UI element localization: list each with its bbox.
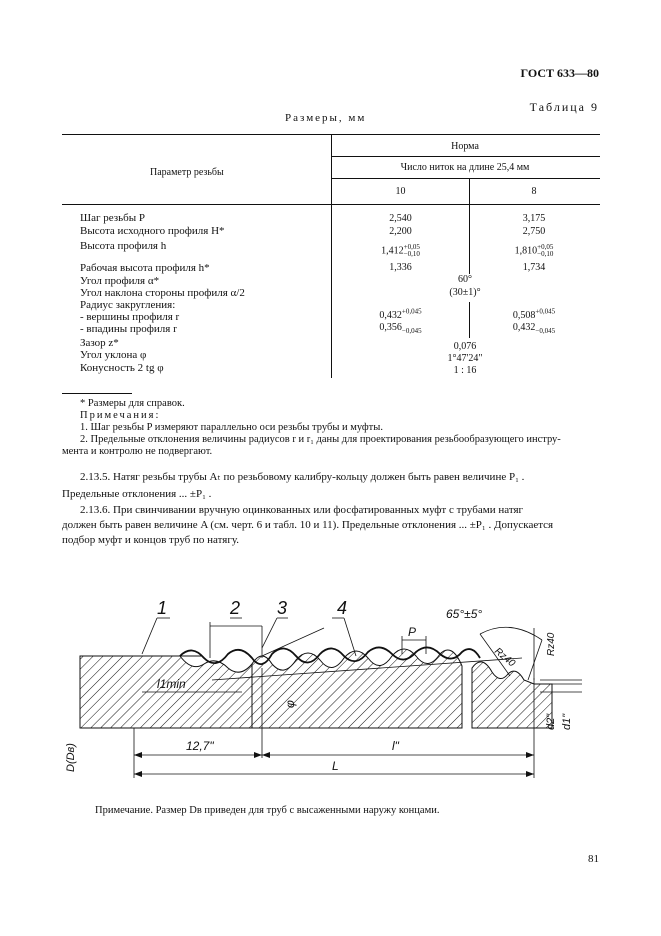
- cell-value: 1°47'24": [447, 353, 483, 364]
- row-label: Зазор z*: [80, 337, 119, 349]
- phi-label: φ: [283, 700, 297, 708]
- note-1: 1. Шаг резьбы P измеряют параллельно оси резьбы трубы и муфты.: [80, 422, 383, 433]
- row-label: Рабочая высота профиля h*: [80, 262, 210, 274]
- callout-3: 3: [277, 598, 288, 618]
- paragraph-2-13-6-cont: должен быть равен величине A (см. черт. 6 и табл. 10 и 11). Предельные отклонения ... ±P₁ . Допускается: [62, 519, 554, 531]
- cell-value: $0,432_{-0,045}$: [512, 322, 556, 335]
- cell-value: 60°: [458, 274, 472, 285]
- row-label: - вершины профиля r: [80, 311, 180, 323]
- row-label: Высота профиля h: [80, 240, 167, 252]
- cell-value: 1,336: [389, 262, 412, 273]
- cell-value: 0,076: [453, 341, 477, 352]
- threads-rule: [332, 178, 600, 179]
- dim-L-label: L: [332, 759, 339, 773]
- cell-value: $0,508^{+0,045}$: [512, 307, 556, 321]
- cell-value: $0,432^{+0,045}$: [379, 307, 422, 321]
- dim-127-label: 12,7": [186, 739, 214, 753]
- paragraph-2-13-6: 2.13.6. При свинчивании вручную оцинкованных или фосфатированных муфт с трубами натяг: [80, 504, 524, 516]
- row-label: Шаг резьбы P: [80, 212, 145, 224]
- cell-value: 1 : 16: [453, 365, 477, 376]
- roughness-label-1: Rz40: [492, 645, 518, 670]
- thread-drawing: [62, 588, 602, 793]
- paragraph-2-13-5: 2.13.5. Натяг резьбы трубы Aₜ по резьбовому калибру-кольцу должен быть равен величине P₁ .: [80, 471, 525, 483]
- notes-title: Примечания:: [80, 410, 161, 421]
- cell-value: $0,356_{-0,045}$: [379, 322, 422, 335]
- row-label: Конусность 2 tg φ: [80, 362, 164, 374]
- threads-header: Число ниток на длине 25,4 мм: [400, 162, 530, 173]
- row-label: Угол уклона φ: [80, 349, 147, 361]
- cell-value: 1,412+0,05 −0,10: [381, 243, 420, 258]
- row-label: Радиус закругления:: [80, 299, 176, 311]
- figure-note: Примечание. Размер Dв приведен для труб с высаженными наружу концами.: [95, 805, 440, 816]
- note-2: 2. Предельные отклонения величины радиусов r и r₁ даны для проектирования резьбообразующего инстру-: [80, 434, 561, 445]
- cell-value: 2,200: [389, 226, 412, 237]
- angle-label: 65°±5°: [446, 607, 483, 621]
- row-label: Угол профиля α*: [80, 275, 160, 287]
- page-number: 81: [588, 853, 599, 865]
- footnote-rule: [62, 393, 132, 394]
- paragraph-2-13-6-cont2: подбор муфт и концов труб по натягу.: [62, 534, 240, 546]
- cell-value: 3,175: [522, 213, 546, 224]
- norm-rule: [332, 156, 600, 157]
- pitch-label: P: [408, 625, 417, 639]
- row-label: Угол наклона стороны профиля α/2: [80, 287, 245, 299]
- diameter-label: D(Dв): [65, 743, 77, 772]
- callout-2: 2: [230, 598, 241, 618]
- footnote: * Размеры для справок.: [80, 398, 185, 409]
- col-10-header: 10: [395, 186, 406, 197]
- l1-label: l1min: [157, 677, 186, 691]
- row-label: - впадины профиля r: [80, 323, 177, 335]
- note-2-cont: мента и контролю не подвергают.: [62, 446, 213, 457]
- coupling-body: [472, 662, 552, 728]
- roughness-label-2: Rz40: [546, 632, 557, 656]
- cell-value: 2,750: [522, 226, 546, 237]
- d2-label: d2": [545, 713, 557, 730]
- cell-value: 1,810+0,05 −0,10: [514, 243, 554, 258]
- standard-header: ГОСТ 633—80: [520, 66, 599, 80]
- norm-header: Норма: [451, 141, 479, 152]
- table-label: Таблица 9: [529, 100, 599, 114]
- cell-value: 2,540: [389, 213, 412, 224]
- col-8-header: 8: [531, 186, 537, 197]
- cell-value: 1,734: [522, 262, 546, 273]
- callout-1: 1: [157, 598, 168, 618]
- dim-l-label: l": [392, 739, 399, 753]
- row-label: Высота исходного профиля H*: [80, 225, 225, 237]
- paragraph-2-13-5-cont: Предельные отклонения ... ±P₁ .: [62, 488, 212, 500]
- cell-value: (30±1)°: [449, 287, 481, 298]
- param-header: Параметр резьбы: [150, 167, 224, 178]
- table-title: Размеры, мм: [285, 112, 367, 124]
- d1-label: d1": [561, 713, 573, 730]
- callout-4: 4: [337, 598, 348, 618]
